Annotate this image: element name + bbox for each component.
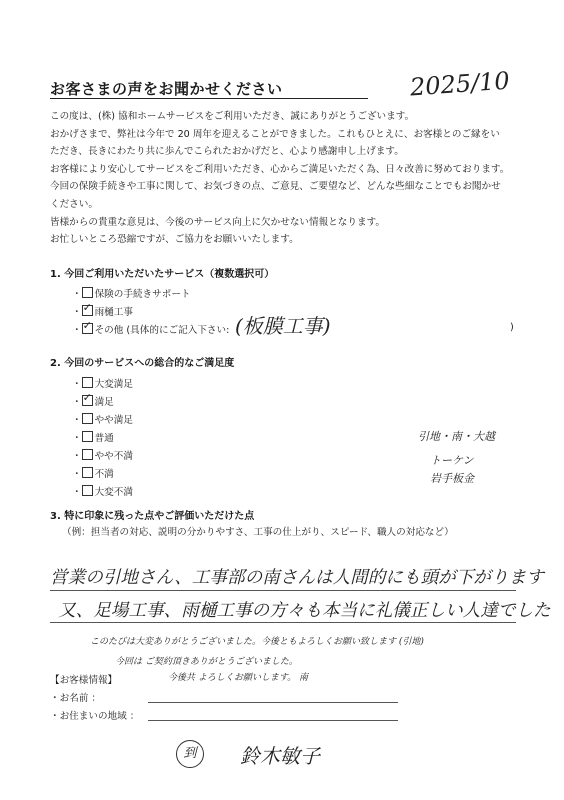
page-title: お客さまの声をお聞かせください bbox=[50, 80, 283, 98]
satisfaction-option[interactable]: ・ 普通 bbox=[72, 433, 114, 444]
intro-line: 皆様からの貴重な意見は、今後のサービス向上に欠かせない情報となります。 bbox=[50, 216, 386, 228]
service-option[interactable]: ・✓ その他 (具体的にご記入下さい: bbox=[72, 322, 229, 336]
intro-line: おかげさまで、弊社は今年で 20 周年を迎えることができました。これもひとえに、お客様とのご縁をい bbox=[50, 128, 500, 140]
comment-handwritten-line: 営業の引地さん、工事部の南さんは人間的にも頭が下がります bbox=[50, 568, 544, 588]
seal-stamp: 到 bbox=[176, 740, 204, 768]
intro-line: お客様により安心してサービスをご利用いただき、心からご満足いただく為、日々改善に努めております。 bbox=[50, 163, 510, 175]
intro-paragraph bbox=[50, 108, 509, 249]
name-label: ・お名前 ： bbox=[50, 693, 102, 704]
signature-handwritten: 鈴木敏子 bbox=[240, 744, 320, 768]
checkbox[interactable] bbox=[82, 377, 93, 388]
intro-line: この度は、(株) 協和ホームサービスをご利用いただき、誠にありがとうございます。 bbox=[50, 111, 415, 122]
section3-heading: 3. 特に印象に残った点やご評価いただけた点 bbox=[50, 511, 255, 522]
staff-reply: 今回は ご契約頂きありがとうございました。 bbox=[115, 657, 298, 667]
handwritten-date: 2025/10 bbox=[409, 66, 511, 102]
side-note: トーケン bbox=[430, 454, 474, 467]
service-option[interactable]: ・✓ 雨樋工事 bbox=[72, 304, 133, 318]
satisfaction-option[interactable]: ・ 大変満足 bbox=[72, 379, 133, 390]
intro-line: 今回の保険手続きや工事に関して、お気づきの点、ご意見、ご要望など、どんな些細なことでもお聞かせ bbox=[50, 181, 501, 193]
checkbox[interactable] bbox=[82, 431, 93, 442]
name-field-line[interactable] bbox=[148, 702, 398, 703]
service-option[interactable]: ・ 保険の手続きサポート bbox=[72, 289, 191, 300]
checkbox-checked[interactable] bbox=[82, 323, 93, 334]
other-service-handwritten: (板膜工事) bbox=[235, 314, 331, 338]
intro-line: ください。 bbox=[50, 198, 98, 210]
checkbox[interactable] bbox=[82, 287, 93, 298]
close-paren: ) bbox=[510, 322, 514, 333]
section2-heading: 2. 今回のサービスへの総合的なご満足度 bbox=[50, 358, 235, 369]
comment-handwritten-line: 又、足場工事、雨樋工事の方々も本当に礼儀正しい人達でした bbox=[58, 601, 551, 621]
intro-line: お忙しいところ恐縮ですが、ご協力をお願いいたします。 bbox=[50, 234, 299, 246]
satisfaction-option[interactable]: ・ 不満 bbox=[72, 469, 114, 480]
intro-line: ただき、長きにわたり共に歩んでこられたおかげだと、心より感謝申し上げます。 bbox=[50, 146, 404, 158]
staff-reply: このたびは大変ありがとうございました。今後ともよろしくお願い致します (引地) bbox=[90, 637, 424, 647]
checkbox-checked[interactable] bbox=[82, 305, 93, 316]
title-underline bbox=[50, 98, 368, 99]
checkbox[interactable] bbox=[82, 449, 93, 460]
side-note: 岩手板金 bbox=[430, 472, 474, 485]
area-label: ・お住まいの地域 ： bbox=[50, 711, 140, 722]
side-note: 引地・南・大越 bbox=[418, 430, 495, 443]
checkbox[interactable] bbox=[82, 467, 93, 478]
satisfaction-option[interactable]: ・ やや満足 bbox=[72, 415, 133, 426]
area-field-line[interactable] bbox=[148, 720, 398, 721]
checkbox-checked[interactable] bbox=[82, 395, 93, 406]
customer-info-heading: 【お客様情報】 bbox=[50, 675, 118, 686]
checkbox[interactable] bbox=[82, 413, 93, 424]
comment-rule bbox=[50, 622, 516, 623]
comment-rule bbox=[50, 590, 516, 591]
satisfaction-option[interactable]: ・ やや不満 bbox=[72, 451, 133, 462]
section3-subtext: （例：担当者の対応、説明の分かりやすさ、工事の仕上がり、スピード、職人の対応など） bbox=[62, 527, 454, 538]
staff-reply: 今後共 よろしくお願いします。 南 bbox=[168, 673, 309, 683]
checkbox[interactable] bbox=[82, 485, 93, 496]
satisfaction-option[interactable]: ・ 大変不満 bbox=[72, 487, 133, 498]
section1-heading: 1. 今回ご利用いただいたサービス（複数選択可） bbox=[50, 269, 275, 280]
satisfaction-option[interactable]: ・✓ 満足 bbox=[72, 394, 114, 408]
